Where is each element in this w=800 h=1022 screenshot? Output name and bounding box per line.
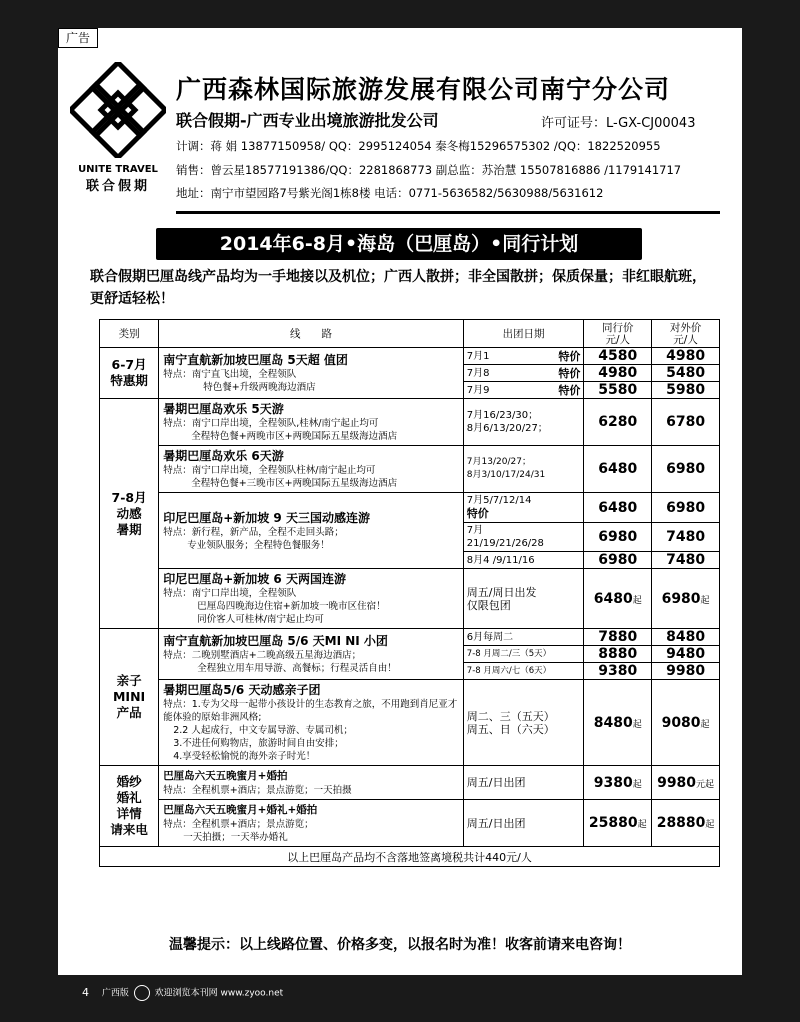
table-row <box>100 348 720 365</box>
route-title: 暑期巴厘岛5/6 天动感亲子团 <box>163 683 321 697</box>
route-detail: 特点：1.专为父母一起带小孩设计的生态教育之旅，不用跑到肖尼亚才能体验的原始非洲风格; <box>163 699 458 723</box>
table-row <box>100 446 720 493</box>
route-detail: 特点：全程机票+酒店；景点游览；一天拍摄 <box>163 785 352 796</box>
header-route: 线 路 <box>159 320 464 348</box>
date-cell: 7月13/20/27； 8月3/10/17/24/31 <box>463 446 584 493</box>
date-cell: 周五/日出团 <box>463 800 584 847</box>
retail-price: 8480 <box>652 629 720 646</box>
date-cell: 7月8 特价 <box>463 365 584 382</box>
route-cell <box>159 680 464 766</box>
retail-price: 6980 <box>652 493 720 523</box>
route-detail: 特点：二晚别墅酒店+二晚高级五星海边酒店； <box>163 650 362 661</box>
trade-price: 8880 <box>584 646 652 663</box>
route-detail: 巴厘岛四晚海边住宿+新加坡一晚市区住宿！ <box>197 601 386 612</box>
date-cell: 周五/日出团 <box>463 766 584 800</box>
category-cell: 婚纱 婚礼 详情 请来电 <box>100 766 159 847</box>
edition-label: 广西版 <box>101 988 129 999</box>
date-cell: 7月5/7/12/14 特价 <box>463 493 584 523</box>
route-detail: 特点：新行程，新产品，全程不走回头路； <box>163 526 344 538</box>
trade-price: 25880起 <box>584 800 652 847</box>
route-cell <box>159 569 464 629</box>
table-row <box>100 629 720 646</box>
route-title: 巴厘岛六天五晚蜜月+婚拍 <box>163 770 288 782</box>
retail-price: 5480 <box>652 365 720 382</box>
header-divider <box>176 211 720 214</box>
route-detail: 同价客人可桂林/南宁起止均可 <box>197 614 324 625</box>
retail-price: 4980 <box>652 348 720 365</box>
retail-price: 28880起 <box>652 800 720 847</box>
table-row <box>100 766 720 800</box>
trade-price: 6480 <box>584 493 652 523</box>
date-cell: 6月每周二 <box>463 629 584 646</box>
retail-price: 6780 <box>652 399 720 446</box>
retail-price: 7480 <box>652 552 720 569</box>
route-cell <box>159 766 464 800</box>
header-date: 出团日期 <box>463 320 584 348</box>
route-detail: 一天拍摄；一天举办婚礼 <box>183 832 288 843</box>
trade-price: 4980 <box>584 365 652 382</box>
route-detail: 专业领队服务；全程特色餐服务！ <box>187 539 330 551</box>
route-detail: 特点：南宁口岸出境，全程领队,桂林/南宁起止均可 <box>163 418 379 429</box>
contact-line-3: 地址：南宁市望园路7号紫光阁1栋8楼 电话：0771-5636582/5630988/5631612 <box>176 186 604 200</box>
date-cell: 周二、三（五天） 周五、日（六天） <box>463 680 584 766</box>
ad-page <box>58 28 742 975</box>
route-title: 印尼巴厘岛+新加坡 9 天三国动感连游 <box>163 510 370 525</box>
category-cell: 7-8月 动感 暑期 <box>100 399 159 629</box>
route-detail: 2.2 人起成行，中文专属导游、专属司机； <box>173 725 353 736</box>
route-detail: 4.享受轻松愉悦的海外亲子时光！ <box>173 751 316 762</box>
page-footer <box>82 985 283 1001</box>
plan-banner: 2014年6-8月•海岛（巴厘岛）•同行计划 <box>156 228 642 260</box>
trade-price: 6980 <box>584 523 652 552</box>
trade-price: 5580 <box>584 382 652 399</box>
trade-price: 9380起 <box>584 766 652 800</box>
trade-price: 6480 <box>584 446 652 493</box>
footer-text: 欢迎浏览本刊网 www.zyoo.net <box>154 988 284 999</box>
route-cell <box>159 629 464 680</box>
trade-price: 6480起 <box>584 569 652 629</box>
table-row <box>100 680 720 766</box>
route-detail: 全程特色餐+两晚市区+两晚国际五星级海边酒店 <box>191 431 398 442</box>
trade-price: 6980 <box>584 552 652 569</box>
route-title: 印尼巴厘岛+新加坡 6 天两国连游 <box>163 572 346 586</box>
retail-price: 9980元起 <box>652 766 720 800</box>
route-cell <box>159 493 464 569</box>
trade-price: 8480起 <box>584 680 652 766</box>
date-cell: 7月16/23/30； 8月6/13/20/27； <box>463 399 584 446</box>
retail-price: 6980起 <box>652 569 720 629</box>
date-cell: 7-8 月周六/七（6天） <box>463 663 584 680</box>
route-detail: 特点：南宁口岸出境，全程领队柱林/南宁起止均可 <box>163 465 376 476</box>
retail-price: 9080起 <box>652 680 720 766</box>
table-row <box>100 800 720 847</box>
license-number: 许可证号：L-GX-CJ00043 <box>541 116 696 131</box>
trade-price: 6280 <box>584 399 652 446</box>
header-retail-price: 对外价 元/人 <box>652 320 720 348</box>
table-note-row <box>100 847 720 867</box>
warm-tip: 温馨提示：以上线路位置、价格多变，以报名时为准！收客前请来电咨询！ <box>169 937 631 953</box>
trade-price: 4580 <box>584 348 652 365</box>
route-detail: 特色餐+升级两晚海边酒店 <box>203 382 316 393</box>
contact-line-2: 销售：曾云星18577191386/QQ：2281868773 副总监：苏治慧 15507816886 /1179141717 <box>176 163 682 177</box>
subtitle: 联合假期-广西专业出境旅游批发公司 <box>176 111 439 130</box>
route-detail: 全程特色餐+三晚市区+两晚国际五星级海边酒店 <box>191 478 398 489</box>
table-row <box>100 493 720 523</box>
header-trade-price: 同行价 元/人 <box>584 320 652 348</box>
date-cell: 7月 21/19/21/26/28 <box>463 523 584 552</box>
trade-price: 7880 <box>584 629 652 646</box>
route-cell <box>159 800 464 847</box>
date-cell: 7月9 特价 <box>463 382 584 399</box>
header-category: 类别 <box>100 320 159 348</box>
route-detail: 特点：南宁直飞出境，全程领队 <box>163 369 297 380</box>
route-title: 南宁直航新加坡巴厘岛 5天超 值团 <box>163 353 348 367</box>
brand-en: UNITE TRAVEL <box>78 164 158 175</box>
retail-price: 5980 <box>652 382 720 399</box>
route-title: 巴厘岛六天五晚蜜月+婚礼+婚拍 <box>163 804 318 816</box>
date-cell: 周五/周日出发 仅限包团 <box>463 569 584 629</box>
magazine-logo-icon <box>134 985 150 1001</box>
unite-travel-logo <box>70 62 166 194</box>
category-cell: 6-7月 特惠期 <box>100 348 159 399</box>
company-name: 广西森林国际旅游发展有限公司南宁分公司 <box>176 75 671 104</box>
table-row <box>100 569 720 629</box>
retail-price: 6980 <box>652 446 720 493</box>
retail-price: 9480 <box>652 646 720 663</box>
route-price-table <box>99 319 720 867</box>
brand-cn: 联合假期 <box>85 179 150 194</box>
route-cell <box>159 399 464 446</box>
page-number: 4 <box>82 985 89 999</box>
table-note: 以上巴厘岛产品均不含落地签离境税共计440元/人 <box>100 847 720 867</box>
ad-tag: 广告 <box>58 28 98 48</box>
route-title: 暑期巴厘岛欢乐 5天游 <box>163 402 284 416</box>
table-header <box>100 320 720 348</box>
route-cell <box>159 348 464 399</box>
route-detail: 特点：全程机票+酒店；景点游览； <box>163 819 314 830</box>
date-cell: 7-8 月周二/三（5天） <box>463 646 584 663</box>
date-cell: 7月1 特价 <box>463 348 584 365</box>
route-title: 南宁直航新加坡巴厘岛 5/6 天MI NI 小团 <box>163 634 388 648</box>
route-title: 暑期巴厘岛欢乐 6天游 <box>163 449 284 463</box>
route-cell <box>159 446 464 493</box>
category-cell: 亲子 MINI 产品 <box>100 629 159 766</box>
retail-price: 9980 <box>652 663 720 680</box>
knot-logo-icon <box>70 62 166 158</box>
route-detail: 全程独立用车用导游、高餐标；行程灵活自由！ <box>197 663 397 674</box>
intro-text: 联合假期巴厘岛线产品均为一手地接以及机位；广西人散拼；非全国散拼；保质保量；非红眼航班，更舒适轻松！ <box>90 269 706 307</box>
trade-price: 9380 <box>584 663 652 680</box>
contact-line-1: 计调：蒋 娟 13877150958/ QQ：2995124054 秦冬梅15296575302 /QQ：1822520955 <box>176 139 661 153</box>
route-detail: 特点：南宁口岸出境，全程领队 <box>163 588 297 599</box>
retail-price: 7480 <box>652 523 720 552</box>
table-row <box>100 399 720 446</box>
date-cell: 8月4 /9/11/16 <box>463 552 584 569</box>
route-detail: 3.不进任何购物店，旅游时间自由安排； <box>173 738 344 749</box>
